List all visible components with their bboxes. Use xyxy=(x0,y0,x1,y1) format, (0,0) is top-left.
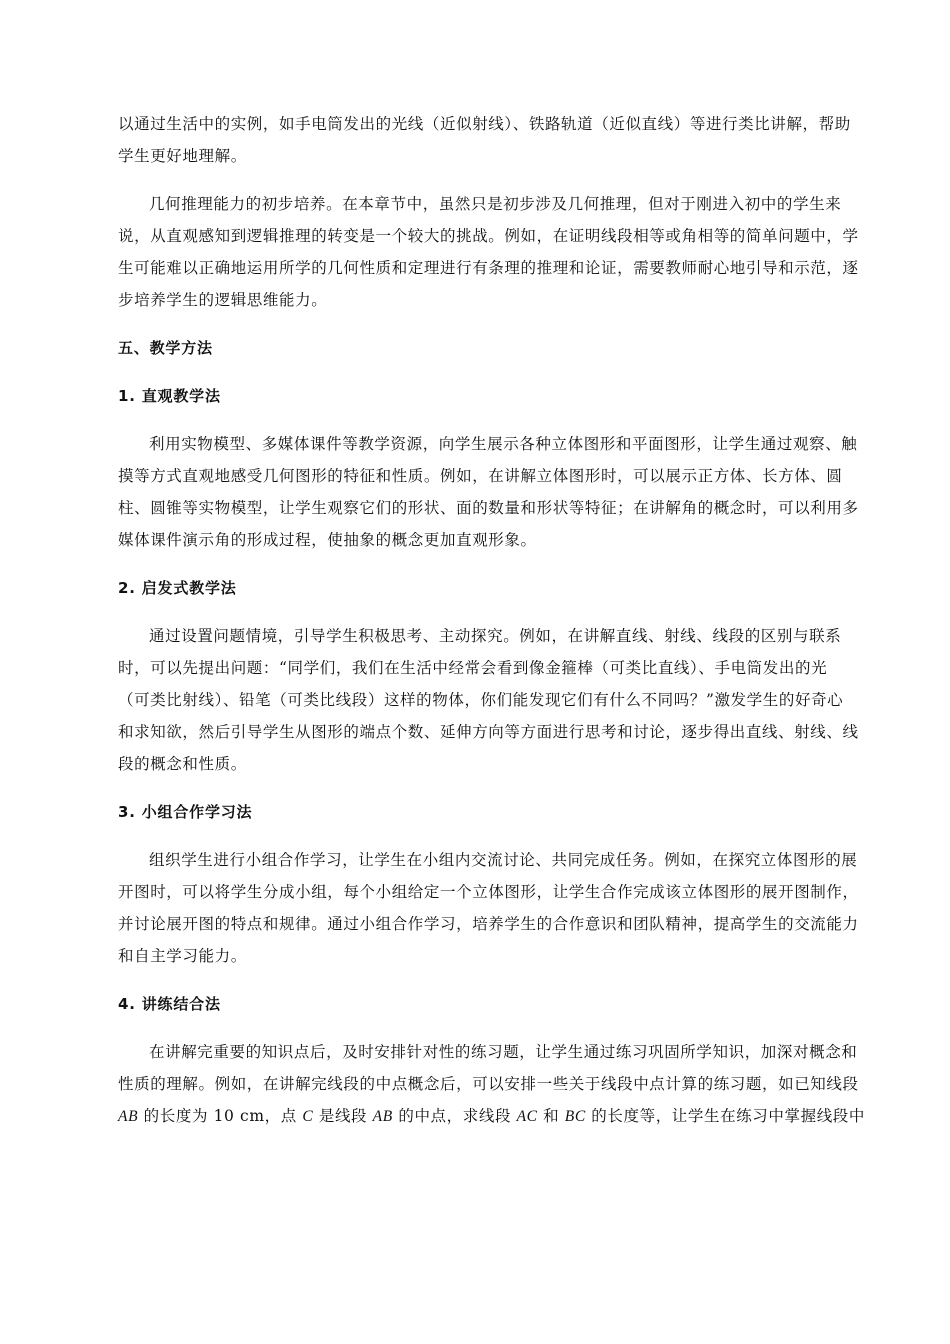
text-line: 学生更好地理解。 xyxy=(118,147,247,165)
math-variable-ab: AB xyxy=(372,1108,393,1125)
paragraph-heuristic-teaching xyxy=(118,620,862,780)
text-line: 柱、圆锥等实物模型，让学生观察它们的形状、面的数量和形状等特征；在讲解角的概念时，可以利用多 xyxy=(118,499,859,517)
text-line: 组织学生进行小组合作学习，让学生在小组内交流讨论、共同完成任务。例如，在探究立体图形的展 xyxy=(149,851,858,869)
math-variable-bc: BC xyxy=(564,1108,586,1125)
text-line: 摸等方式直观地感受几何图形的特征和性质。例如，在讲解立体图形时，可以展示正方体、长方体、圆 xyxy=(118,467,843,485)
document-body xyxy=(118,108,865,1149)
text-line: （可类比射线）、铅笔（可类比线段）这样的物体，你们能发现它们有什么不同吗？”激发学生的好奇心 xyxy=(118,691,844,709)
text-line: 和自主学习能力。 xyxy=(118,947,247,965)
text-fragment: 的长度为 10 cm，点 xyxy=(138,1107,303,1125)
text-line: 性质的理解。例如，在讲解完线段的中点概念后，可以安排一些关于线段中点计算的练习题，如已知线段 xyxy=(118,1075,859,1093)
text-line: 并讨论展开图的特点和规律。通过小组合作学习，培养学生的合作意识和团队精神，提高学生的交流能力 xyxy=(118,915,859,933)
text-line: 在讲解完重要的知识点后，及时安排针对性的练习题，让学生通过练习巩固所学知识，加深对概念和 xyxy=(149,1043,858,1061)
text-fragment: 的中点，求线段 xyxy=(392,1107,517,1125)
text-line: 说，从直观感知到逻辑推理的转变是一个较大的挑战。例如，在证明线段相等或角相等的简单问题中，学 xyxy=(118,227,859,245)
text-line: 时，可以先提出问题：“同学们，我们在生活中经常会看到像金箍棒（可类比直线）、手电筒发出的光 xyxy=(118,659,828,677)
text-line: 通过设置问题情境，引导学生积极思考、主动探究。例如，在讲解直线、射线、线段的区别与联系 xyxy=(149,627,842,645)
paragraph-geometric-reasoning xyxy=(118,188,862,316)
text-line: 开图时，可以将学生分成小组，每个小组给定一个立体图形，让学生合作完成该立体图形的展开图制作， xyxy=(118,883,859,901)
text-line: 步培养学生的逻辑思维能力。 xyxy=(118,291,328,309)
subheading-intuitive-teaching: 1. 直观教学法 xyxy=(118,387,221,405)
section-heading-teaching-methods: 五、教学方法 xyxy=(118,339,213,357)
text-fragment: 是线段 xyxy=(313,1107,373,1125)
math-variable-ac: AC xyxy=(516,1108,538,1125)
text-line: 以通过生活中的实例，如手电筒发出的光线（近似射线）、铁路轨道（近似直线）等进行类比讲解，帮助 xyxy=(118,115,851,133)
text-line: 段的概念和性质。 xyxy=(118,755,247,773)
text-line: 媒体课件演示角的形成过程，使抽象的概念更加直观形象。 xyxy=(118,531,537,549)
text-line: 和求知欲，然后引导学生从图形的端点个数、延伸方向等方面进行思考和讨论，逐步得出直线、射线、线 xyxy=(118,723,859,741)
text-line: 几何推理能力的初步培养。在本章节中，虽然只是初步涉及几何推理，但对于刚进入初中的学生来 xyxy=(149,195,842,213)
paragraph-intro-continuation xyxy=(118,108,862,172)
paragraph-group-cooperative-learning xyxy=(118,844,862,972)
math-variable-ab: AB xyxy=(118,1108,139,1125)
paragraph-intuitive-teaching xyxy=(118,428,862,556)
subheading-heuristic-teaching: 2. 启发式教学法 xyxy=(118,579,237,597)
text-fragment: 和 xyxy=(537,1107,565,1125)
subheading-lecture-practice: 4. 讲练结合法 xyxy=(118,995,221,1013)
text-fragment: 的长度等，让学生在练习中掌握线段中 xyxy=(585,1107,865,1125)
text-line-with-math xyxy=(118,1100,865,1133)
paragraph-lecture-practice xyxy=(118,1036,865,1133)
text-line: 利用实物模型、多媒体课件等教学资源，向学生展示各种立体图形和平面图形，让学生通过观察、触 xyxy=(149,435,858,453)
text-line: 生可能难以正确地运用所学的几何性质和定理进行有条理的推理和论证，需要教师耐心地引导和示范，逐 xyxy=(118,259,859,277)
math-variable-c: C xyxy=(302,1108,314,1125)
subheading-group-cooperative-learning: 3. 小组合作学习法 xyxy=(118,803,253,821)
